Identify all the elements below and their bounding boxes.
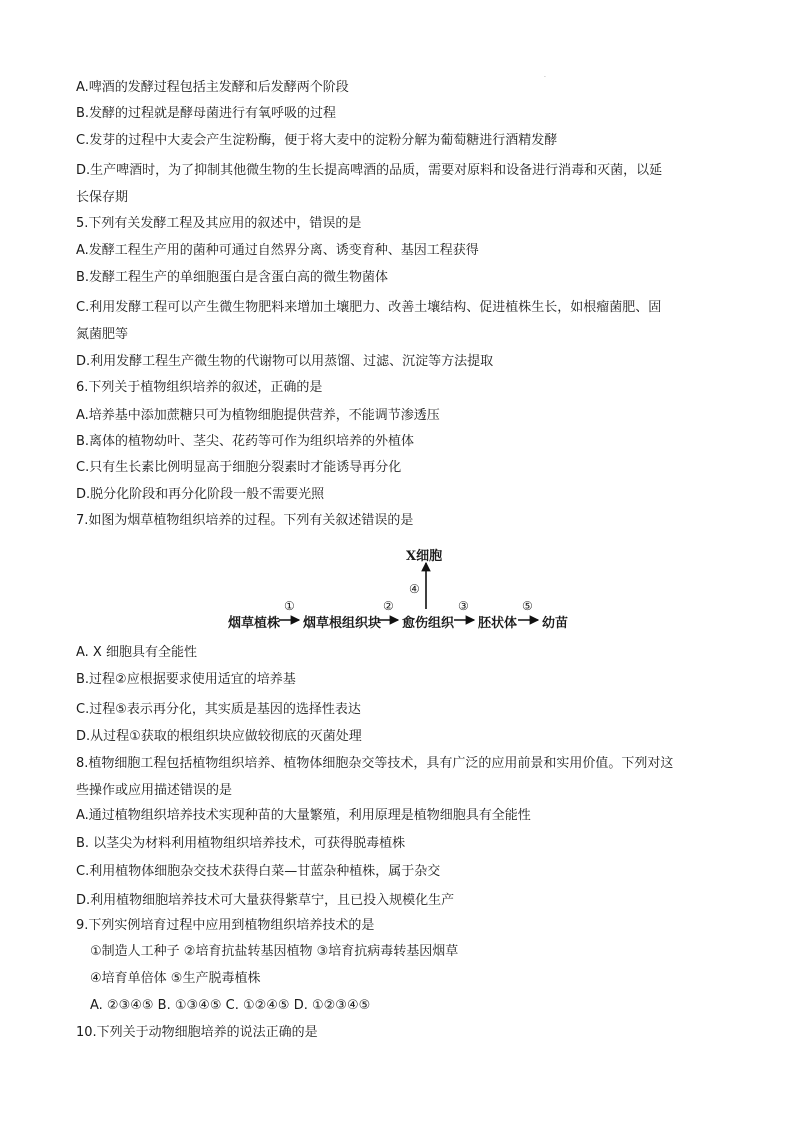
node-root-tissue: 烟草根组织块 bbox=[303, 616, 382, 631]
step-label-4: ④ bbox=[409, 582, 420, 596]
question-10-stem: 10.下列关于动物细胞培养的说法正确的是 bbox=[76, 1025, 318, 1040]
question-5-stem: 5.下列有关发酵工程及其应用的叙述中，错误的是 bbox=[76, 216, 362, 231]
question-9-stem: 9.下列实例培育过程中应用到植物组织培养技术的是 bbox=[76, 918, 375, 933]
text-line: 长保存期 bbox=[76, 190, 129, 205]
tissue-culture-diagram bbox=[228, 545, 578, 635]
option-d: D.脱分化阶段和再分化阶段一般不需要光照 bbox=[76, 487, 325, 502]
option-c: C.只有生长素比例明显高于细胞分裂素时才能诱导再分化 bbox=[76, 460, 402, 475]
node-x-cell: X细胞 bbox=[406, 549, 443, 564]
step-label-1: ① bbox=[284, 599, 295, 613]
node-callus: 愈伤组织 bbox=[402, 616, 455, 631]
option-c: C.过程⑤表示再分化，其实质是基因的选择性表达 bbox=[76, 702, 361, 717]
option-d: D.利用植物细胞培养技术可大量获得紫草宁，且已投入规模化生产 bbox=[76, 893, 455, 908]
option-d: D.利用发酵工程生产微生物的代谢物可以用蒸馏、过滤、沉淀等方法提取 bbox=[76, 354, 494, 369]
option-a: A.发酵工程生产用的菌种可通过自然界分离、诱变育种、基因工程获得 bbox=[76, 243, 479, 258]
option-d: D.从过程①获取的根组织块应做较彻底的灭菌处理 bbox=[76, 729, 362, 744]
item-list: ①制造人工种子 ②培育抗盐转基因植物 ③培育抗病毒转基因烟草 bbox=[90, 944, 459, 959]
answer-choices: A. ②③④⑤ B. ①③④⑤ C. ①②④⑤ D. ①②③④⑤ bbox=[90, 998, 371, 1013]
text-line: D.生产啤酒时，为了抑制其他微生物的生长提高啤酒的品质，需要对原料和设备进行消毒和灭菌，以延 bbox=[76, 163, 663, 178]
question-7-stem: 7.如图为烟草植物组织培养的过程。下列有关叙述错误的是 bbox=[76, 513, 414, 528]
text-line: 氮菌肥等 bbox=[76, 327, 129, 342]
node-seedling: 幼苗 bbox=[542, 616, 569, 631]
text-line: B.发酵的过程就是酵母菌进行有氧呼吸的过程 bbox=[76, 106, 337, 121]
option-b: B.过程②应根据要求使用适宜的培养基 bbox=[76, 672, 296, 687]
option-a: A.培养基中添加蔗糖只可为植物细胞提供营养，不能调节渗透压 bbox=[76, 408, 440, 423]
text-line: C.发芽的过程中大麦会产生淀粉酶，便于将大麦中的淀粉分解为葡萄糖进行酒精发酵 bbox=[76, 133, 558, 148]
question-8-stem: 8.植物细胞工程包括植物组织培养、植物体细胞杂交等技术，具有广泛的应用前景和实用价值。下列对这 bbox=[76, 756, 674, 771]
text-line: A.啤酒的发酵过程包括主发酵和后发酵两个阶段 bbox=[76, 80, 349, 95]
option-c: C.利用发酵工程可以产生微生物肥料来增加土壤肥力、改善土壤结构、促进植株生长，如根瘤菌肥、固 bbox=[76, 300, 662, 315]
node-embryoid: 胚状体 bbox=[478, 616, 518, 631]
text-line: 些操作或应用描述错误的是 bbox=[76, 783, 233, 798]
node-tobacco-plant: 烟草植株 bbox=[228, 616, 281, 631]
option-b: B. 以茎尖为材料利用植物组织培养技术，可获得脱毒植株 bbox=[76, 836, 406, 851]
option-b: B.发酵工程生产的单细胞蛋白是含蛋白高的微生物菌体 bbox=[76, 270, 389, 285]
page-speck: · bbox=[544, 74, 546, 81]
option-a: A.通过植物组织培养技术实现种苗的大量繁殖，利用原理是植物细胞具有全能性 bbox=[76, 808, 531, 823]
option-a: A. X 细胞具有全能性 bbox=[76, 645, 197, 660]
step-label-5: ⑤ bbox=[522, 599, 533, 613]
item-list: ④培育单倍体 ⑤生产脱毒植株 bbox=[90, 971, 261, 986]
option-b: B.离体的植物幼叶、茎尖、花药等可作为组织培养的外植体 bbox=[76, 434, 415, 449]
step-label-2: ② bbox=[383, 599, 394, 613]
option-c: C.利用植物体细胞杂交技术获得白菜—甘蓝杂种植株，属于杂交 bbox=[76, 864, 441, 879]
question-6-stem: 6.下列关于植物组织培养的叙述，正确的是 bbox=[76, 380, 323, 395]
step-label-3: ③ bbox=[458, 599, 469, 613]
